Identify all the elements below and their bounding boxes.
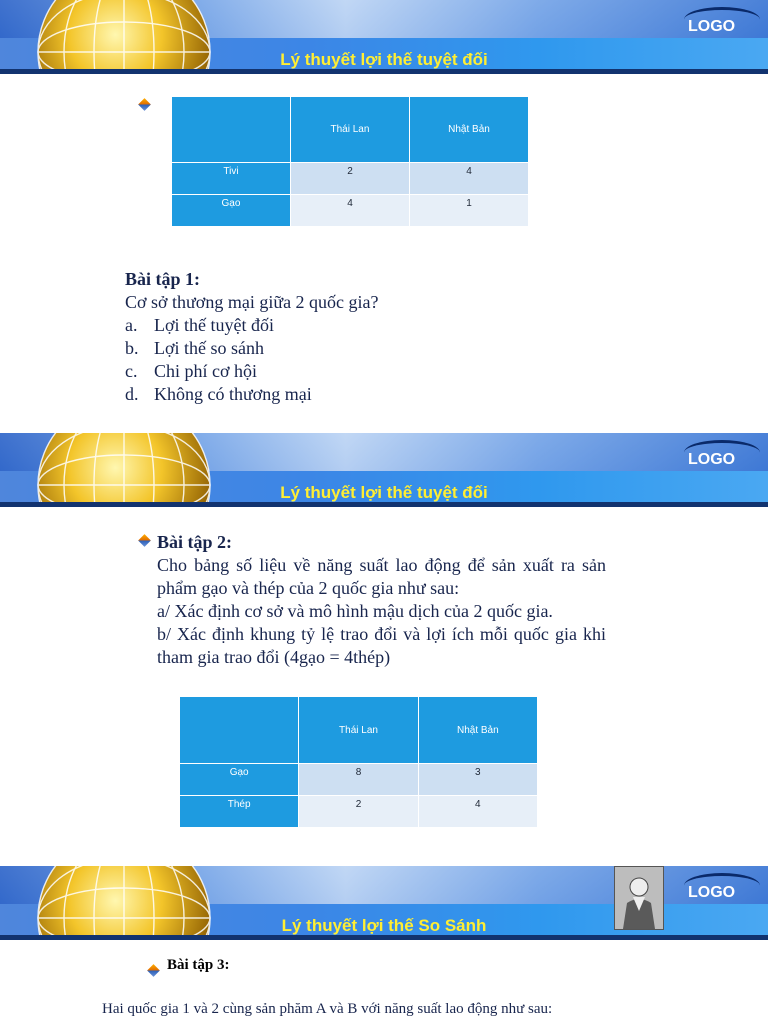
exercise-line: b/ Xác định khung tỷ lệ trao đổi và lợi ích mỗi quốc gia khi tham gia trao đổi (4gạo = 4thép) bbox=[157, 624, 606, 667]
table-header-cell bbox=[180, 697, 299, 764]
table-header-cell bbox=[172, 97, 291, 163]
option-c bbox=[125, 360, 545, 383]
table-header-row bbox=[172, 97, 529, 163]
slide-header bbox=[0, 433, 768, 503]
table-cell: 4 bbox=[290, 195, 409, 227]
slide-header bbox=[0, 866, 768, 936]
option-d bbox=[125, 383, 545, 406]
row-label: Gạo bbox=[180, 764, 299, 796]
slide-header bbox=[0, 0, 768, 70]
slide-1 bbox=[0, 0, 768, 433]
option-key: c. bbox=[125, 361, 138, 381]
table-cell: 2 bbox=[299, 796, 418, 828]
table-row bbox=[180, 764, 538, 796]
slide-title: Lý thuyết lợi thế So Sánh bbox=[281, 916, 487, 935]
logo: LOGO bbox=[688, 18, 736, 35]
option-text: Chi phí cơ hội bbox=[154, 361, 258, 381]
row-label: Thép bbox=[180, 796, 299, 828]
bullet-diamond-icon bbox=[138, 534, 151, 547]
option-text: Lợi thế tuyệt đối bbox=[154, 315, 274, 335]
table-cell: 4 bbox=[409, 163, 528, 195]
table-header-cell: Thái Lan bbox=[299, 697, 418, 764]
table-header-cell: Nhật Bản bbox=[418, 697, 537, 764]
option-key: b. bbox=[125, 338, 139, 358]
table-row bbox=[180, 796, 538, 828]
table-cell: 2 bbox=[290, 163, 409, 195]
data-table bbox=[171, 96, 529, 227]
header-divider bbox=[0, 69, 768, 74]
bullet-diamond-icon bbox=[147, 964, 160, 977]
table-row bbox=[172, 195, 529, 227]
option-a bbox=[125, 314, 545, 337]
row-label: Gạo bbox=[172, 195, 291, 227]
exercise-2 bbox=[157, 531, 606, 669]
option-b bbox=[125, 337, 545, 360]
row-label: Tivi bbox=[172, 163, 291, 195]
logo: LOGO bbox=[688, 884, 736, 901]
exercise-title: Bài tập 2: bbox=[157, 532, 233, 552]
slide-title: Lý thuyết lợi thế tuyệt đối bbox=[280, 50, 488, 69]
table-header-cell: Thái Lan bbox=[290, 97, 409, 163]
table-cell: 3 bbox=[418, 764, 537, 796]
exercise-title: Bài tập 3: bbox=[167, 957, 230, 973]
data-table bbox=[179, 696, 538, 828]
table-cell: 1 bbox=[409, 195, 528, 227]
slide-title: Lý thuyết lợi thế tuyệt đối bbox=[280, 483, 488, 502]
header-divider bbox=[0, 502, 768, 507]
exercise-1 bbox=[125, 268, 545, 406]
bullet-diamond-icon bbox=[138, 98, 151, 111]
exercise-line: Cho bảng số liệu về năng suất lao động để sản xuất ra sản phẩm gạo và thép của 2 quốc gia như sau: bbox=[157, 555, 606, 598]
exercise-line: a/ Xác định cơ sở và mô hình mậu dịch của 2 quốc gia. bbox=[157, 601, 553, 621]
slide-2 bbox=[0, 433, 768, 866]
table-cell: 4 bbox=[418, 796, 537, 828]
option-text: Lợi thế so sánh bbox=[154, 338, 265, 358]
option-key: a. bbox=[125, 315, 138, 335]
option-text: Không có thương mại bbox=[154, 384, 312, 404]
slide-3 bbox=[0, 866, 768, 1024]
exercise-text: Hai quốc gia 1 và 2 cùng sản phăm A và B với năng suất lao động như sau: bbox=[102, 1001, 553, 1017]
table-header-row bbox=[180, 697, 538, 764]
exercise-question: Cơ sở thương mại giữa 2 quốc gia? bbox=[125, 292, 379, 312]
table-cell: 8 bbox=[299, 764, 418, 796]
option-key: d. bbox=[125, 384, 139, 404]
exercise-title: Bài tập 1: bbox=[125, 269, 201, 289]
table-header-cell: Nhật Bản bbox=[409, 97, 528, 163]
header-divider bbox=[0, 935, 768, 940]
logo: LOGO bbox=[688, 451, 736, 468]
table-row bbox=[172, 163, 529, 195]
